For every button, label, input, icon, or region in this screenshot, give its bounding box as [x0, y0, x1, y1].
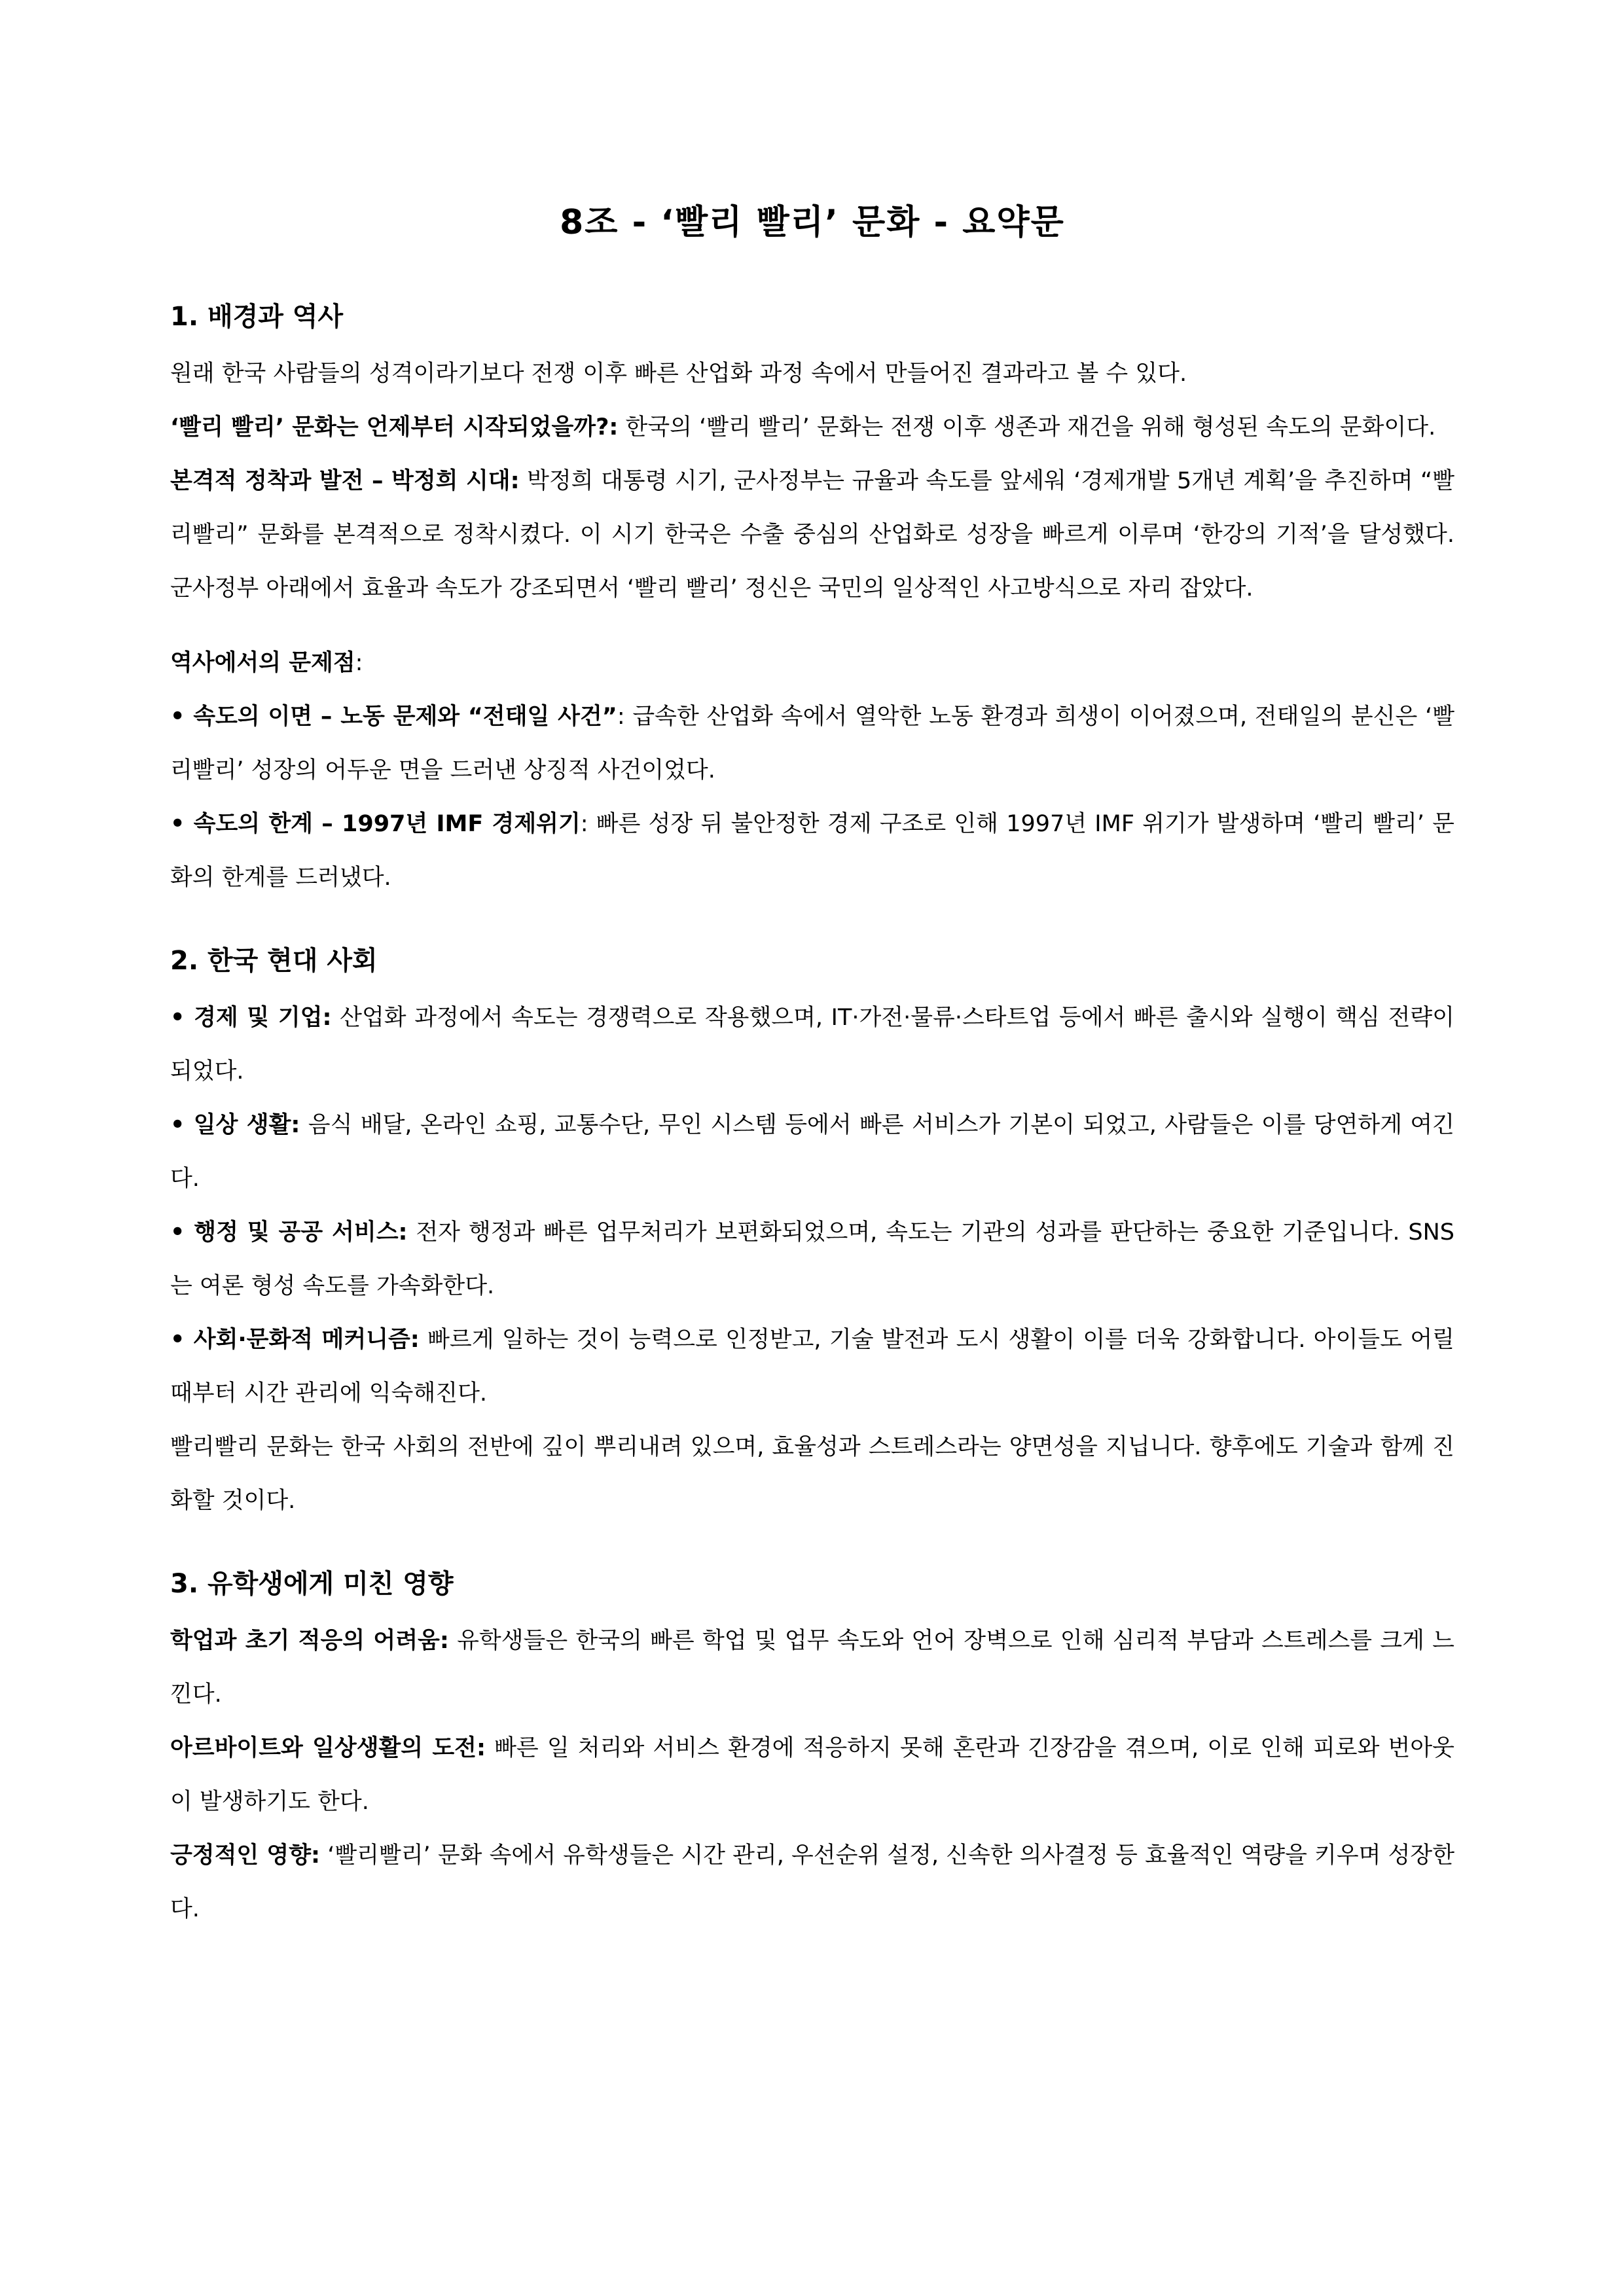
history-origin-text: 한국의 ‘빨리 빨리’ 문화는 전쟁 이후 생존과 재건을 위해 형성된 속도의 문화이다. — [618, 414, 1436, 440]
modern-closing: 빨리빨리 문화는 한국 사회의 전반에 깊이 뿌리내려 있으며, 효율성과 스트레스라는 양면성을 지닙니다. 향후에도 기술과 함께 진화할 것이다. — [170, 1434, 1454, 1514]
history-bullet-labor-lead: • 속도의 이면 – 노동 문제와 “전태일 사건” — [170, 704, 617, 730]
students-parttime-lead: 아르바이트와 일상생활의 도전: — [170, 1735, 486, 1761]
history-bullet-labor — [170, 690, 1454, 797]
document-body — [170, 196, 1454, 1936]
section-heading-history: 1. 배경과 역사 — [170, 302, 344, 332]
modern-bullet-economy-lead: • 경제 및 기업: — [170, 1005, 332, 1031]
modern-bullet-daily-life — [170, 1098, 1454, 1206]
students-positive-text: ‘빨리빨리’ 문화 속에서 유학생들은 시간 관리, 우선순위 설정, 신속한 의사결정 등 효율적인 역량을 키우며 성장한다. — [170, 1842, 1455, 1922]
history-origin-lead: ‘빨리 빨리’ 문화는 언제부터 시작되었을까?: — [170, 414, 619, 440]
students-academic-paragraph — [170, 1614, 1454, 1721]
document-title: 8조 - ‘빨리 빨리’ 문화 - 요약문 — [560, 203, 1065, 242]
history-park-lead: 본격적 정착과 발전 – 박정희 시대: — [170, 468, 520, 494]
modern-bullet-economy-text: 산업화 과정에서 속도는 경쟁력으로 작용했으며, IT·가전·물류·스타트업 등에서 빠른 출시와 실행이 핵심 전략이 되었다. — [170, 1005, 1454, 1085]
history-origin-paragraph — [170, 401, 1454, 454]
modern-bullet-economy — [170, 991, 1454, 1098]
section-heading-modern-society: 2. 한국 현대 사회 — [170, 946, 378, 976]
modern-bullet-public-service — [170, 1206, 1454, 1313]
students-parttime-paragraph — [170, 1721, 1454, 1829]
modern-bullet-public-service-lead: • 행정 및 공공 서비스: — [170, 1219, 408, 1246]
modern-bullet-public-service-text: 전자 행정과 빠른 업무처리가 보편화되었으며, 속도는 기관의 성과를 판단하는 중요한 기준입니다. SNS는 여론 형성 속도를 가속화한다. — [170, 1219, 1454, 1299]
students-positive-paragraph — [170, 1829, 1454, 1936]
history-problems-label — [170, 636, 1454, 690]
history-problems-colon: : — [355, 650, 363, 676]
history-park-paragraph — [170, 454, 1454, 615]
modern-bullet-social-mechanism — [170, 1313, 1454, 1420]
history-bullet-imf-text: : 빠른 성장 뒤 불안정한 경제 구조로 인해 1997년 IMF 위기가 발생하며 ‘빨리 빨리’ 문화의 한계를 드러냈다. — [170, 811, 1454, 891]
history-bullet-labor-text: : 급속한 산업화 속에서 열악한 노동 환경과 희생이 이어졌으며, 전태일의 분신은 ‘빨리빨리’ 성장의 어두운 면을 드러낸 상징적 사건이었다. — [170, 704, 1455, 783]
history-problems-lead: 역사에서의 문제점 — [170, 650, 355, 676]
modern-bullet-social-mechanism-text: 빠르게 일하는 것이 능력으로 인정받고, 기술 발전과 도시 생활이 이를 더욱 강화합니다. 아이들도 어릴 때부터 시간 관리에 익숙해진다. — [170, 1327, 1454, 1407]
history-bullet-imf-lead: • 속도의 한계 – 1997년 IMF 경제위기 — [170, 811, 581, 837]
students-academic-lead: 학업과 초기 적응의 어려움: — [170, 1628, 449, 1654]
history-intro: 원래 한국 사람들의 성격이라기보다 전쟁 이후 빠른 산업화 과정 속에서 만들어진 결과라고 볼 수 있다. — [170, 361, 1187, 387]
section-heading-students: 3. 유학생에게 미친 영향 — [170, 1569, 454, 1599]
students-parttime-text: 빠른 일 처리와 서비스 환경에 적응하지 못해 혼란과 긴장감을 겪으며, 이로 인해 피로와 번아웃이 발생하기도 한다. — [170, 1735, 1454, 1815]
modern-bullet-daily-life-text: 음식 배달, 온라인 쇼핑, 교통수단, 무인 시스템 등에서 빠른 서비스가 기본이 되었고, 사람들은 이를 당연하게 여긴다. — [170, 1112, 1454, 1192]
students-academic-text: 유학생들은 한국의 빠른 학업 및 업무 속도와 언어 장벽으로 인해 심리적 부담과 스트레스를 크게 느낀다. — [170, 1628, 1454, 1708]
modern-bullet-social-mechanism-lead: • 사회·문화적 메커니즘: — [170, 1327, 420, 1353]
history-bullet-imf — [170, 797, 1454, 905]
students-positive-lead: 긍정적인 영향: — [170, 1842, 321, 1869]
modern-bullet-daily-life-lead: • 일상 생활: — [170, 1112, 300, 1138]
history-park-text: 박정희 대통령 시기, 군사정부는 규율과 속도를 앞세워 ‘경제개발 5개년 계획’을 추진하며 “빨리빨리” 문화를 본격적으로 정착시켰다. 이 시기 한국은 수출 중심의 산업화로 성장을 빠르게 이루며 ‘한강의 기적’을 달성했다. 군사정부 아래에서 효율과 속도가 강조되면서 ‘빨리 빨리’ 정신은 국민의 일상적인 사고방식으로 자리 잡았다. — [170, 468, 1455, 601]
